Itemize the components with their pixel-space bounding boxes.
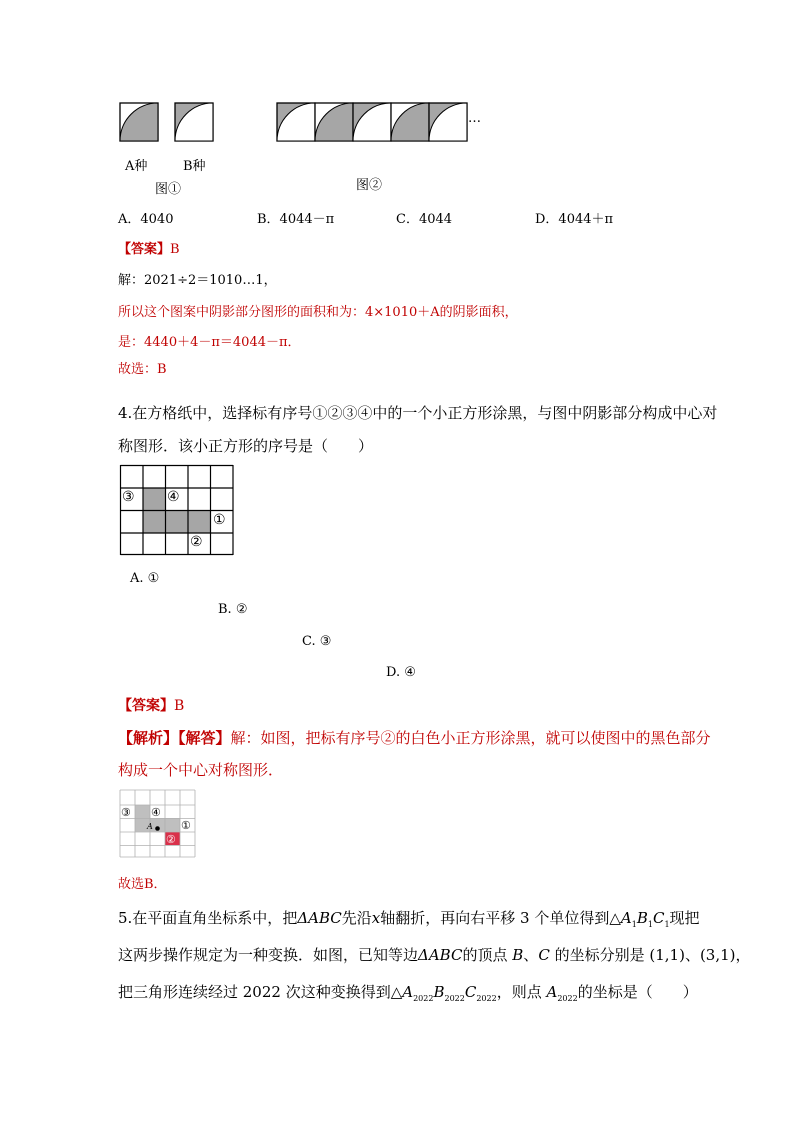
grid-mark-3: ③ <box>122 489 135 505</box>
q5-sub: 2022 <box>444 994 465 1003</box>
fig-mark-3: ③ <box>121 806 131 819</box>
grid-mark-2: ② <box>190 534 203 550</box>
grid-mark-1: ① <box>213 512 226 528</box>
q5-var: C <box>464 983 477 1001</box>
q5-sub: 2022 <box>413 994 434 1003</box>
q5-var: C <box>652 909 665 927</box>
q3-option-b: B．4044－π <box>257 212 335 227</box>
q4-stem-line-2: 称图形．该小正方形的序号是（ ） <box>118 437 374 455</box>
q5-text: 的顶点 <box>462 946 508 964</box>
q5-var-x: x <box>371 909 381 927</box>
q4-conclusion: 故选B． <box>118 877 167 892</box>
q4-option-c: C. ③ <box>302 634 332 649</box>
q5-text: 现把 <box>669 909 700 927</box>
q3-option-d: D．4044＋π <box>535 212 614 227</box>
q5-var: B <box>433 983 445 1001</box>
q5-sub: 1 <box>647 920 653 929</box>
q5-var: A <box>402 983 414 1001</box>
fig-mark-2: ② <box>166 833 176 846</box>
q5-var: A <box>546 983 558 1001</box>
q3-option-a: A．4040 <box>118 212 174 227</box>
q5-sub: 1 <box>631 920 637 929</box>
answer-tag: 【答案】 <box>118 242 171 257</box>
q5-text: 5.在平面直角坐标系中，把 <box>118 909 298 927</box>
q5-triangle: ΔABC <box>418 946 463 964</box>
grid-mark-4: ④ <box>167 489 180 505</box>
q5-var: B <box>636 909 648 927</box>
q4-option-a: A. ① <box>130 571 160 586</box>
q5-stem-line-3 <box>118 981 698 1003</box>
q5-var: A <box>620 909 632 927</box>
q5-text: 的坐标是（ ） <box>577 983 698 1001</box>
q4-option-b: B. ② <box>218 602 248 617</box>
q5-triangle: ΔABC <box>297 909 342 927</box>
q5-stem-line-2 <box>118 944 751 965</box>
q5-var: B <box>512 946 524 964</box>
q5-text: 的坐标分别是 <box>554 946 645 964</box>
q4-option-d: D. ④ <box>386 665 416 680</box>
q4-stem-line-1: 4.在方格纸中，选择标有序号①②③④中的一个小正方形涂黑，与图中阴影部分构成中心对 <box>118 404 718 422</box>
caption-figure-2: 图② <box>356 178 383 193</box>
q4-analysis-line-2: 构成一个中心对称图形． <box>118 761 284 779</box>
fig-center-label: A <box>147 822 153 831</box>
label-b-type: B种 <box>183 159 206 174</box>
q5-point: (3,1) <box>699 946 736 964</box>
fig-mark-4: ④ <box>151 806 161 819</box>
q5-sub: 2022 <box>557 994 578 1003</box>
q5-text: 、 <box>523 946 539 964</box>
analysis-text: 解：如图，把标有序号②的白色小正方形涂黑，就可以使图中的黑色部分 <box>230 729 711 747</box>
q5-stem-line-1 <box>118 907 700 929</box>
q5-text: ，则点 <box>496 983 542 1001</box>
q3-solution-line-2: 所以这个图案中阴影部分图形的面积和为：4×1010＋A的阴影面积， <box>118 305 518 320</box>
strip-ellipsis: … <box>468 111 481 126</box>
q5-var: C <box>538 946 550 964</box>
q3-solution-line-3: 是：4440＋4－π＝4044－π． <box>118 335 301 350</box>
q5-sub: 1 <box>664 920 670 929</box>
caption-figure-1: 图① <box>155 182 182 197</box>
q5-point: (1,1) <box>649 946 685 964</box>
answer-value: B <box>174 698 185 714</box>
q5-text: 这两步操作规定为一种变换．如图，已知等边 <box>118 946 419 964</box>
q5-text: 先沿 <box>341 909 372 927</box>
q5-text: 轴翻折，再向右平移 3 个单位得到△ <box>380 909 621 927</box>
q5-sub: 2022 <box>476 994 497 1003</box>
q3-option-c: C．4044 <box>396 212 453 227</box>
answer-tag: 【答案】 <box>118 698 174 714</box>
q5-text: 把三角形连续经过 2022 次这种变换得到△ <box>118 983 403 1001</box>
q5-text: ， <box>735 946 751 964</box>
answer-value: B <box>170 242 180 257</box>
q5-text: 、 <box>684 946 700 964</box>
analysis-tag: 【解析】【解答】 <box>118 729 231 747</box>
q3-solution-line-4: 故选：B <box>118 362 167 377</box>
fig-mark-1: ① <box>181 819 191 832</box>
q3-solution-line-1: 解：2021÷2＝1010…1， <box>118 273 277 288</box>
label-a-type: A种 <box>125 159 148 174</box>
